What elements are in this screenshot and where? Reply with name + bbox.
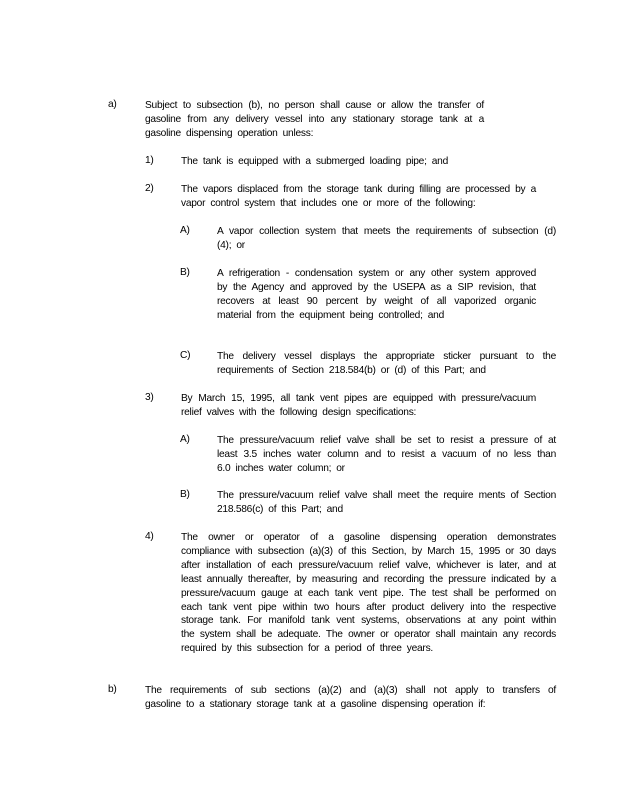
subsection-a-1 [145, 155, 556, 169]
subsection-a-3 [145, 392, 556, 420]
subsection-a-2-A [180, 225, 556, 253]
subsection-a-2-C [180, 350, 556, 378]
subsection-a-3-A [180, 434, 556, 476]
item-text: A vapor collection system that meets the requirements of subsection (d)(4); or [217, 226, 556, 251]
subsection-a-3-B [180, 489, 556, 517]
item-text: The pressure/vacuum relief valve shall be set to resist a pressure of at least 3.5 inches water column and to resist a vacuum of no less than 6.0 inches water column; or [217, 435, 556, 474]
item-label: 2) [145, 183, 154, 194]
item-text: The requirements of sub sections (a)(2) and (a)(3) shall not apply to transfers of gasoline to a stationary storage tank at a gasoline dispensing operation if: [145, 685, 556, 710]
item-label: B) [180, 489, 190, 500]
subsection-b [108, 684, 556, 712]
item-label: 3) [145, 392, 154, 403]
item-label: 4) [145, 531, 154, 542]
item-text: A refrigeration - condensation system or any other system approved by the Agency and approved by the USEPA as a SIP revision, that recovers at least 90 percent by weight of all vaporized organic material from the equipment being controlled; and [217, 268, 536, 321]
item-text: The delivery vessel displays the appropriate sticker pursuant to the requirements of Section 218.584(b) or (d) of this Part; and [217, 351, 556, 376]
subsection-a-2 [145, 183, 556, 211]
item-text: Subject to subsection (b), no person shall cause or allow the transfer of gasoline from any delivery vessel into any stationary storage tank at a gasoline dispensing operation unless: [145, 100, 484, 139]
subsection-a-4 [145, 531, 556, 656]
item-label: a) [108, 99, 117, 110]
subsection-a-2-B [180, 267, 556, 323]
item-text: The owner or operator of a gasoline dispensing operation demonstrates compliance with subsection (a)(3) of this Section, by March 15, 1995 or 30 days after installation of each pressure/vacuum relief valve, whichever is later, and at least annually thereafter, by measuring and recording the pressure indicated by a pressure/vacuum gauge at each tank vent pipe. The test shall be performed on each tank vent pipe within two hours after product delivery into the respective storage tank. For manifold tank vent systems, observations at any point within the system shall be adequate. The owner or operator shall maintain any records required by this subsection for a period of three years. [181, 532, 556, 655]
item-label: B) [180, 267, 190, 278]
item-label: C) [180, 350, 191, 361]
item-text: By March 15, 1995, all tank vent pipes are equipped with pressure/vacuum relief valves with the following design specifications: [181, 393, 536, 418]
item-text: The tank is equipped with a submerged loading pipe; and [181, 156, 449, 167]
subsection-a [108, 99, 556, 141]
item-text: The pressure/vacuum relief valve shall meet the require ments of Section 218.586(c) of this Part; and [217, 490, 556, 515]
item-label: b) [108, 684, 117, 695]
item-label: A) [180, 225, 190, 236]
item-text: The vapors displaced from the storage tank during filling are processed by a vapor control system that includes one or more of the following: [181, 184, 536, 209]
item-label: 1) [145, 155, 154, 166]
item-label: A) [180, 434, 190, 445]
